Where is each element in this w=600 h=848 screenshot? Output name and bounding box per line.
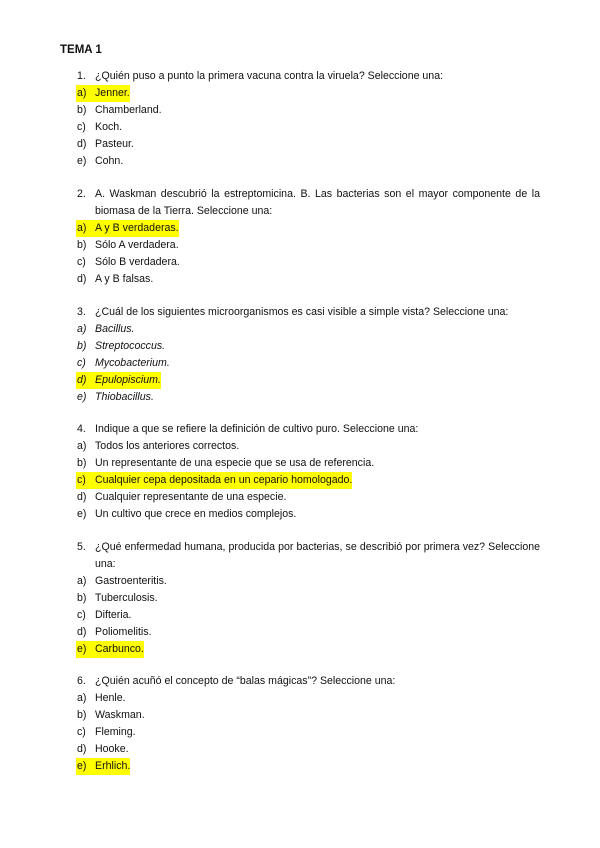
question-text: ¿Qué enfermedad humana, producida por bacterias, se describió por primera vez? Seleccione una: <box>95 541 540 570</box>
option-letter: a) <box>77 440 87 452</box>
answer-option <box>0 237 600 254</box>
option-text: Carbunco. <box>95 641 144 658</box>
option-text: Poliomelitis. <box>95 626 152 638</box>
option-text: Pasteur. <box>95 138 134 150</box>
question-4 <box>0 421 600 523</box>
option-letter: a) <box>77 323 87 335</box>
question-number: 3. <box>77 306 86 318</box>
question-text: ¿Quién puso a punto la primera vacuna contra la viruela? Seleccione una: <box>95 70 444 82</box>
option-text: Hooke. <box>95 743 129 755</box>
option-letter: d) <box>77 743 87 755</box>
answer-option <box>0 338 600 355</box>
answer-option <box>0 590 600 607</box>
answer-option <box>0 758 600 775</box>
option-text: Cualquier cepa depositada en un cepario homologado. <box>95 472 352 489</box>
answer-option <box>0 321 600 338</box>
answer-option <box>0 136 600 153</box>
option-letter: e) <box>77 155 87 167</box>
answer-option <box>0 506 600 523</box>
option-letter: b) <box>77 239 87 251</box>
answer-option <box>0 690 600 707</box>
question-3 <box>0 304 600 406</box>
option-text: Fleming. <box>95 726 136 738</box>
question-text: A. Waskman descubrió la estreptomicina. B. Las bacterias son el mayor componente de la biomasa de la Tierra. Seleccione una: <box>95 188 540 217</box>
answer-option <box>0 220 600 237</box>
option-letter: c) <box>77 121 86 133</box>
question-number: 6. <box>77 675 86 687</box>
question-2 <box>0 186 600 288</box>
option-letter: c) <box>77 726 86 738</box>
option-letter: a) <box>77 692 87 704</box>
question-number: 4. <box>77 423 86 435</box>
answer-option <box>0 607 600 624</box>
option-text: Thiobacillus. <box>95 391 154 403</box>
option-letter: b) <box>77 457 87 469</box>
answer-option <box>0 624 600 641</box>
option-text: Mycobacterium. <box>95 357 170 369</box>
option-text: Difteria. <box>95 609 132 621</box>
option-text: Chamberland. <box>95 104 162 116</box>
answer-option <box>0 724 600 741</box>
question-number: 2. <box>77 188 86 200</box>
option-text: Sólo A verdadera. <box>95 239 179 251</box>
option-letter: a) <box>77 575 87 587</box>
option-letter: e) <box>76 641 95 658</box>
option-letter: d) <box>77 273 87 285</box>
option-text: Cualquier representante de una especie. <box>95 491 287 503</box>
option-letter: e) <box>77 508 87 520</box>
answer-option <box>0 153 600 170</box>
option-letter: b) <box>77 340 87 352</box>
option-letter: c) <box>77 256 86 268</box>
option-text: Jenner. <box>95 85 130 102</box>
option-text: Sólo B verdadera. <box>95 256 180 268</box>
option-letter: b) <box>77 592 87 604</box>
option-letter: c) <box>77 357 86 369</box>
option-text: Tuberculosis. <box>95 592 158 604</box>
page-title: TEMA 1 <box>60 44 102 56</box>
option-letter: d) <box>77 491 87 503</box>
answer-option <box>0 573 600 590</box>
answer-option <box>0 372 600 389</box>
option-text: Epulopiscium. <box>95 372 161 389</box>
question-6 <box>0 673 600 775</box>
answer-option <box>0 254 600 271</box>
answer-option <box>0 455 600 472</box>
option-letter: a) <box>76 85 95 102</box>
question-text: Indique a que se refiere la definición de cultivo puro. Seleccione una: <box>95 423 419 435</box>
option-text: Streptococcus. <box>95 340 166 352</box>
answer-option <box>0 271 600 288</box>
question-text: ¿Quién acuñó el concepto de “balas mágicas”? Seleccione una: <box>95 675 396 687</box>
option-letter: a) <box>76 220 95 237</box>
option-letter: e) <box>76 758 95 775</box>
answer-option <box>0 489 600 506</box>
answer-option <box>0 707 600 724</box>
option-text: Un cultivo que crece en medios complejos. <box>95 508 297 520</box>
option-letter: b) <box>77 709 87 721</box>
option-text: Gastroenteritis. <box>95 575 167 587</box>
option-text: Cohn. <box>95 155 124 167</box>
option-letter: e) <box>77 391 87 403</box>
option-letter: c) <box>76 472 95 489</box>
option-text: Waskman. <box>95 709 145 721</box>
answer-option <box>0 641 600 658</box>
option-letter: d) <box>77 626 87 638</box>
answer-option <box>0 102 600 119</box>
answer-option <box>0 355 600 372</box>
option-letter: c) <box>77 609 86 621</box>
option-text: Bacillus. <box>95 323 135 335</box>
option-text: Koch. <box>95 121 123 133</box>
answer-option <box>0 438 600 455</box>
question-text: ¿Cuál de los siguientes microorganismos es casi visible a simple vista? Seleccione una: <box>95 306 509 318</box>
option-text: A y B verdaderas. <box>95 220 179 237</box>
question-number: 5. <box>77 541 86 553</box>
option-letter: d) <box>77 138 87 150</box>
question-number: 1. <box>77 70 86 82</box>
answer-option <box>0 472 600 489</box>
option-text: Henle. <box>95 692 126 704</box>
question-1 <box>0 68 600 170</box>
answer-option <box>0 85 600 102</box>
option-letter: b) <box>77 104 87 116</box>
option-text: A y B falsas. <box>95 273 154 285</box>
answer-option <box>0 389 600 406</box>
option-text: Erhlich. <box>95 758 130 775</box>
question-5 <box>0 539 600 658</box>
option-text: Un representante de una especie que se usa de referencia. <box>95 457 375 469</box>
option-text: Todos los anteriores correctos. <box>95 440 240 452</box>
answer-option <box>0 119 600 136</box>
option-letter: d) <box>76 372 95 389</box>
answer-option <box>0 741 600 758</box>
